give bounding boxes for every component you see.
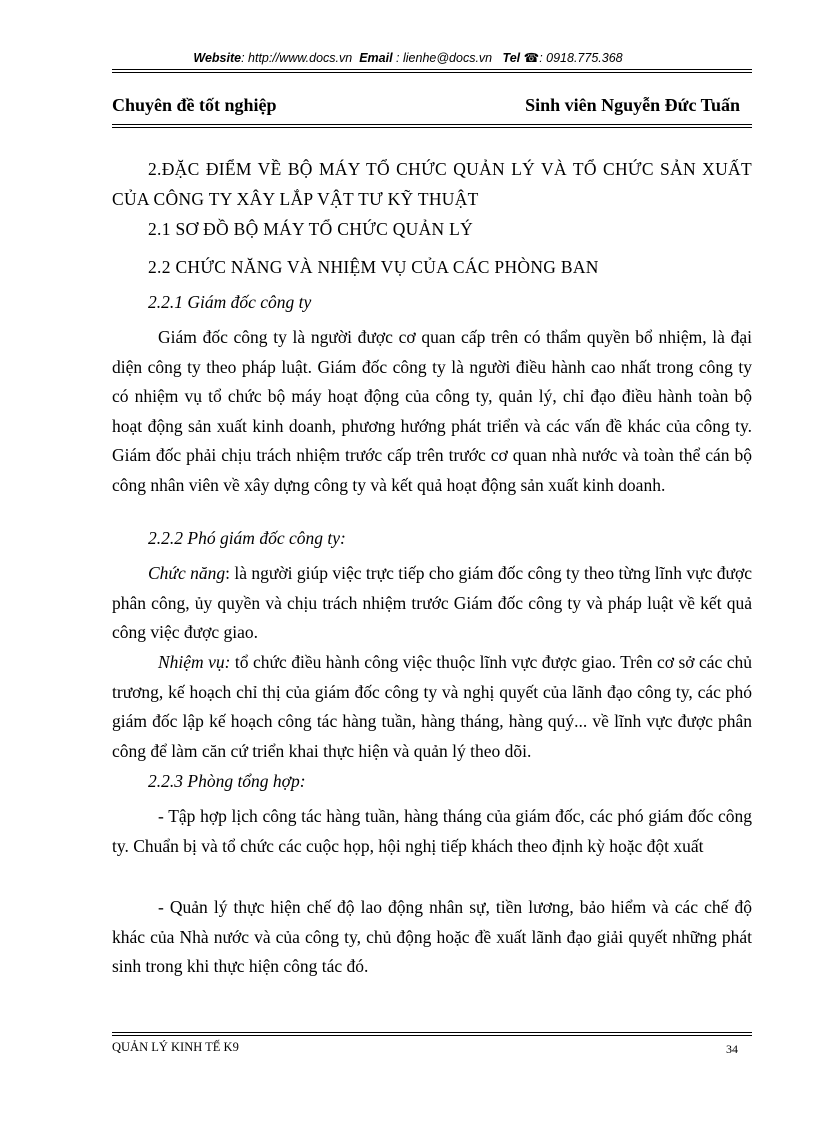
footer-rule (112, 1032, 752, 1033)
tel-label: Tel ☎ (502, 51, 540, 65)
bullet-schedule: - Tập hợp lịch công tác hàng tuần, hàng tháng của giám đốc, các phó giám đốc công ty. Chuẩn bị và tổ chức các cuộc họp, hội nghị tiếp khách theo định kỳ hoặc đột xuất (112, 806, 752, 856)
heading-2-2-1: 2.2.1 Giám đốc công ty (148, 292, 312, 312)
student-name: Sinh viên Nguyễn Đức Tuấn (525, 95, 740, 115)
paragraph-director: Giám đốc công ty là người được cơ quan cấp trên có thẩm quyền bổ nhiệm, là đại diện công ty theo pháp luật. Giám đốc công ty là người điều hành cao nhất trong công ty có nhiệm vụ tổ chức bộ máy hoạt động của công ty, quản lý, chỉ đạo điều hành toàn bộ hoạt động sản xuất kinh doanh, phương hướng phát triển và các vấn đề khác của công ty. Giám đốc phải chịu trách nhiệm trước cấp trên trước cơ quan nhà nước và toàn thể cán bộ công nhân viên về xây dựng công ty và kết quả hoạt động sản xuất kinh doanh. (112, 327, 752, 495)
footer-department: QUẢN LÝ KINH TẾ K9 (112, 1040, 239, 1054)
section-title: 2.ĐẶC ĐIỂM VỀ BỘ MÁY TỔ CHỨC QUẢN LÝ VÀ TỔ CHỨC SẢN XUẤT CỦA CÔNG TY XÂY LẮP VẬT TƯ KỸ THUẬT (112, 159, 752, 209)
email-value[interactable]: : lienhe@docs.vn (396, 51, 493, 65)
bullet-management: - Quản lý thực hiện chế độ lao động nhân sự, tiền lương, bảo hiểm và các chế độ khác của Nhà nước và của công ty, chủ động hoặc đề xuất lãnh đạo giải quyết những phát sinh trong khi thực hiện công tác đó. (112, 897, 752, 976)
website-label: Website (193, 51, 242, 65)
website-value[interactable]: : http://www.docs.vn (241, 51, 353, 65)
header-rule-top-2 (112, 72, 752, 73)
subsection-2-1: 2.1 SƠ ĐỒ BỘ MÁY TỔ CHỨC QUẢN LÝ (148, 219, 474, 239)
heading-2-2-2: 2.2.2 Phó giám đốc công ty: (148, 528, 346, 548)
tel-value: : 0918.775.368 (539, 51, 623, 65)
function-label: Chức năng (148, 563, 226, 583)
email-label: Email (359, 51, 393, 65)
paragraph-function (112, 559, 752, 648)
heading-2-2-3: 2.2.3 Phòng tổng hợp: (148, 771, 306, 791)
function-text: : là người giúp việc trực tiếp cho giám đốc công ty theo từng lĩnh vực được phân công, ủy quyền và chịu trách nhiệm trước Giám đốc công ty và pháp luật về kết quả công việc được giao. (112, 563, 752, 642)
duty-label: Nhiệm vụ: (158, 652, 231, 672)
subsection-2-2: 2.2 CHỨC NĂNG VÀ NHIỆM VỤ CỦA CÁC PHÒNG BAN (148, 257, 599, 277)
header-rule-bottom-2 (112, 127, 752, 128)
paragraph-duty (112, 648, 752, 766)
footer-rule-2 (112, 1035, 752, 1036)
header-rule-top (112, 69, 752, 70)
header-rule-bottom (112, 124, 752, 125)
thesis-title: Chuyên đề tốt nghiệp (112, 95, 277, 115)
duty-text: tổ chức điều hành công việc thuộc lĩnh vực được giao. Trên cơ sở các chủ trương, kế hoạch chỉ thị của giám đốc công ty và nghị quyết của lãnh đạo công ty, các phó giám đốc lập kế hoạch công tác hàng tuần, hàng tháng, hàng quý... về lĩnh vực được phân công để làm căn cứ triển khai thực hiện và quản lý theo dõi. (112, 652, 752, 761)
website-header (0, 50, 816, 65)
page-number: 34 (726, 1042, 738, 1056)
